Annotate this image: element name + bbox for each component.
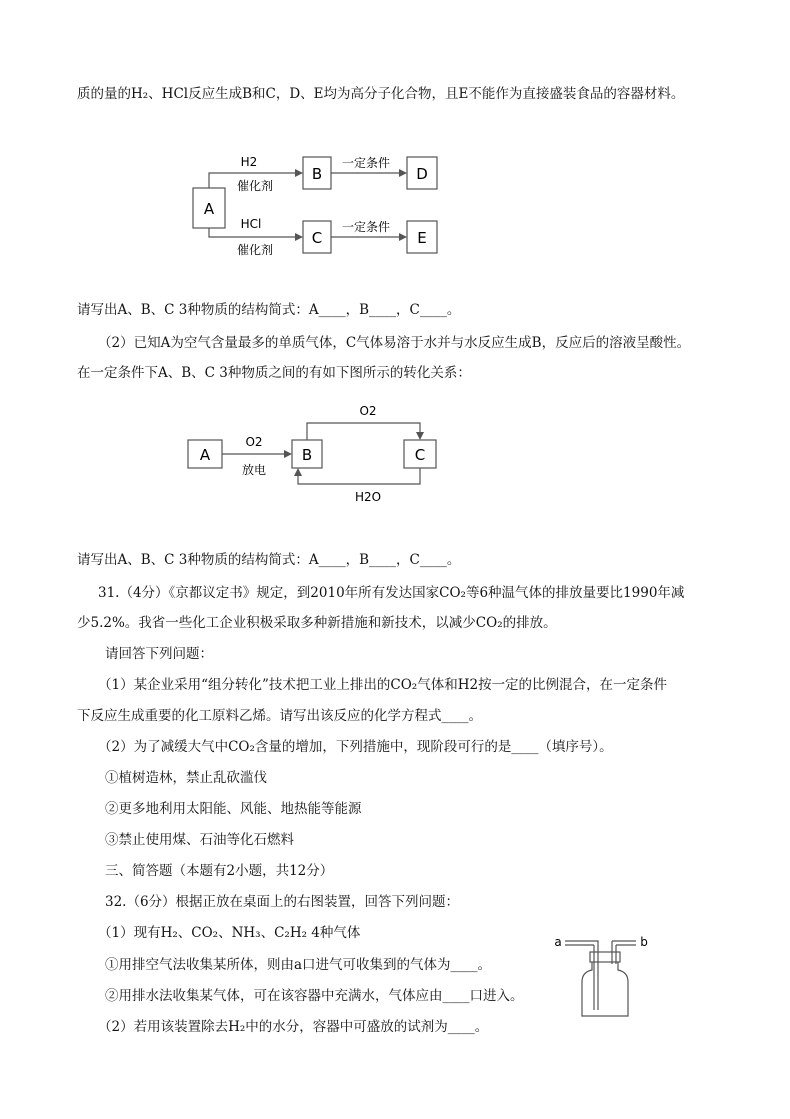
gas-bottle-apparatus — [550, 930, 670, 1020]
arrow-b-to-c — [307, 423, 420, 440]
arrow-head — [416, 432, 424, 440]
box-d-label: D — [416, 165, 428, 183]
text-line: ②更多地利用太阳能、风能、地热能等能源 — [105, 801, 362, 817]
label-h2o: H2O — [354, 490, 382, 504]
text-line: （1）现有H₂、CO₂、NH₃、C₂H₂ 4种气体 — [98, 925, 361, 941]
label-a: a — [554, 935, 562, 949]
box-a-label: A — [199, 446, 211, 464]
section-heading: 三、简答题（本题有2小题，共12分） — [105, 863, 334, 879]
label-catalyst-1: 催化剂 — [236, 179, 274, 193]
text-line: ①用排空气法收集某所体，则由a口进气可收集到的气体为____。 — [105, 957, 492, 973]
text-line: 32.（6分）根据正放在桌面上的右图装置，回答下列问题： — [105, 894, 460, 910]
text-line: 在一定条件下A、B、C 3种物质之间的有如下图所示的转化关系： — [77, 365, 471, 381]
box-a-label: A — [203, 200, 215, 218]
text-line: ③禁止使用煤、石油等化石燃料 — [105, 832, 294, 848]
text-line: ①植树造林，禁止乱砍滥伐 — [105, 770, 267, 786]
label-o2-left: O2 — [245, 435, 263, 449]
arrow-head — [295, 169, 303, 177]
arrow-head — [284, 450, 292, 458]
text-line: 质的量的H₂、HCl反应生成B和C，D、E均为高分子化合物，且E不能作为直接盛装食品的容器材料。 — [77, 86, 685, 102]
text-line: （1）某企业采用“组分转化”技术把工业上排出的CO₂气体和H2按一定的比例混合，在一定条件 — [98, 677, 668, 693]
text-line: 下反应生成重要的化工原料乙烯。请写出该反应的化学方程式____。 — [77, 708, 482, 724]
label-condition-1: 一定条件 — [341, 156, 391, 170]
box-b-label: B — [311, 165, 323, 183]
arrow-c-to-b — [298, 468, 420, 484]
bottle — [582, 962, 628, 1016]
arrow-head — [399, 233, 407, 241]
box-e-label: E — [417, 229, 427, 247]
label-hcl: HCl — [240, 217, 262, 231]
reaction-diagram-2 — [180, 398, 450, 508]
text-line: 请写出A、B、C 3种物质的结构简式：A____，B____，C____。 — [77, 302, 461, 318]
text-line: ②用排水法收集某气体，可在该容器中充满水，气体应由____口进入。 — [105, 988, 524, 1004]
text-line: （2）为了减缓大气中CO₂含量的增加，下列措施中，现阶段可行的是____（填序号）。 — [98, 739, 613, 755]
arrow-head — [294, 468, 302, 476]
box-c-label: C — [414, 446, 426, 464]
box-c-label: C — [311, 229, 323, 247]
text-line: （2）已知A为空气含量最多的单质气体，C气体易溶于水并与水反应生成B，反应后的溶液呈酸性。 — [98, 335, 691, 351]
label-h2: H2 — [240, 155, 258, 169]
label-condition-2: 一定条件 — [341, 220, 391, 234]
label-catalyst-2: 催化剂 — [236, 243, 274, 257]
text-line: 请回答下列问题： — [105, 646, 213, 662]
label-discharge: 放电 — [241, 463, 267, 477]
text-line: 请写出A、B、C 3种物质的结构简式：A____，B____，C____。 — [77, 552, 461, 568]
reaction-diagram-1 — [185, 140, 445, 260]
text-line: （2）若用该装置除去H₂中的水分，容器中可盛放的试剂为____。 — [98, 1019, 489, 1035]
label-o2-top: O2 — [359, 404, 377, 418]
box-b-label: B — [301, 446, 313, 464]
text-line: 少5.2%。我省一些化工企业积极采取多种新措施和新技术，以减少CO₂的排放。 — [77, 615, 557, 631]
label-b: b — [640, 935, 648, 949]
arrow-head — [295, 233, 303, 241]
text-line: 31.（4分）《京都议定书》规定，到2010年所有发达国家CO₂等6种温气体的排放量要比1990年减 — [98, 585, 685, 601]
arrow-head — [399, 169, 407, 177]
